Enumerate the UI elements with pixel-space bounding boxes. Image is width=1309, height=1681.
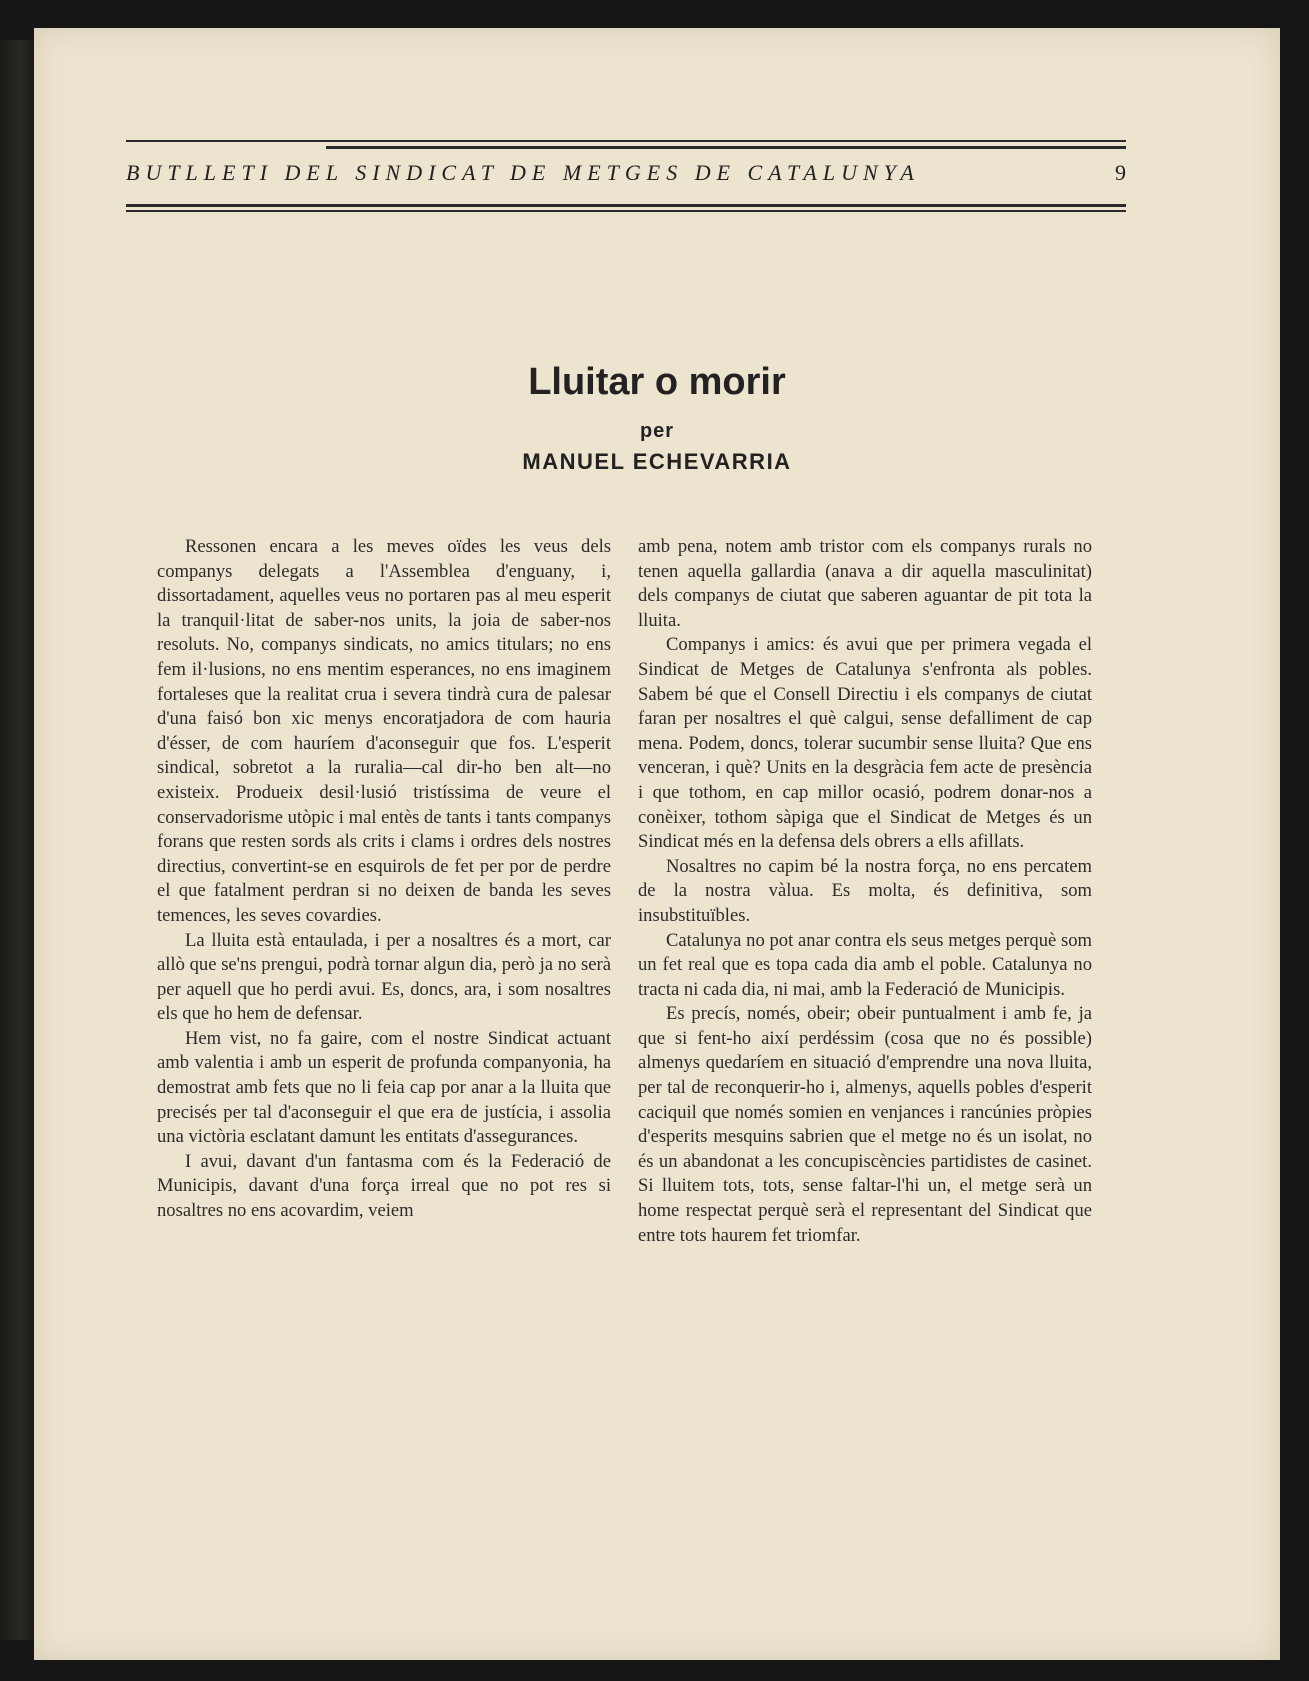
article-author: MANUEL ECHEVARRIA (522, 449, 792, 474)
paragraph: Companys i amics: és avui que per primera vegada el Sindicat de Metges de Catalunya s'enfronta als pobles. Sabem bé que el Consell Directiu i els companys de ciutat faran per nosaltres el què calgui, sense defalliment de cap mena. Podem, doncs, tolerar sucumbir sense lluita? Que ens venceran, i què? Units en la desgràcia fem acte de presència i que tothom, en cap millor ocasió, podrem donar-nos a conèixer, tothom sàpiga que el Sindicat de Metges és un Sindicat més en la defensa dels obrers a ells afillats. (638, 634, 1092, 853)
paragraph: Catalunya no pot anar contra els seus metges perquè som un fet real que es topa cada dia amb el poble. Catalunya no tracta ni cada dia, ni mai, amb la Federació de Municipis. (638, 929, 1092, 1000)
paragraph: Es precís, només, obeir; obeir puntualment i amb fe, ja que si fent-ho així perdéssim (cosa que no és possible) almenys quedaríem en situació d'emprendre una nova lluita, per tal de reconquerir-ho i, almenys, aquells pobles d'esperit caciquil que només somien en venjances i rancúnies pròpies d'esperits mesquins sabrien que el metge no és un isolat, no és un abandonat a les concupiscències partidistes de casinet. Si lluitem tots, tots, sense faltar-l'hi un, el metge serà un home respectat perquè serà el representant del Sindicat que entre tots haurem fet triomfar. (638, 1003, 1092, 1246)
header-rule-top-thick (326, 146, 1126, 149)
left-column (157, 535, 611, 1224)
paragraph: Hem vist, no fa gaire, com el nostre Sindicat actuant amb valentia i amb un esperit de profunda companyonia, ha demostrat amb fets que no li feia cap por anar a la lluita que precisés per tal d'aconseguir el que era de justícia, i assolia una victòria esclatant damunt les entitats d'assegurances. (157, 1027, 611, 1148)
header-rule-bottom-thick (126, 204, 1126, 207)
page (34, 28, 1280, 1660)
paragraph: Ressonen encara a les meves oïdes les veus dels companys delegats a l'Assemblea d'enguany, i, dissortadament, aquelles veus no portaren pas al meu esperit la tranquil·litat de saber-nos units, la joia de saber-nos resoluts. No, companys sindicats, no amics titulars; no ens fem il·lusions, no ens mentim esperances, no ens imaginem fortaleses que la realitat crua i severa tindrà cura de palesar d'una faisó bon xic menys encoratjadora de com hauria d'ésser, de com hauríem d'aconseguir que fos. L'esperit sindical, sobretot a la ruralia—cal dir-ho ben alt—no existeix. Produeix desil·lusió tristíssima de veure el conservadorisme utòpic i mal entès de tants i tants companys forans que resten sords als crits i clams i ordres dels nostres directius, convertint-se en esquirols de fet per por de perdre el que fatalment perdran si no deixen de banda les seves temences, les seves covardies. (157, 536, 611, 926)
article-title: Lluitar o morir (528, 361, 786, 403)
article-byline-label: per (639, 420, 675, 442)
paragraph: La lluita està entaulada, i per a nosaltres és a mort, car allò que se'ns prengui, podrà tornar algun dia, però ja no serà per aquell que ho perdi avui. Es, doncs, ara, i som nosaltres els que ho hem de defensar. (157, 929, 611, 1025)
paragraph: amb pena, notem amb tristor com els companys rurals no tenen aquella gallardia (anava a dir aquella masculinitat) dels companys de ciutat que saberen aguantar de pit tota la lluita. (638, 536, 1092, 631)
running-header (126, 140, 1126, 230)
paragraph: I avui, davant d'un fantasma com és la Federació de Municipis, davant d'una força irreal que no pot res si nosaltres no ens acovardim, veiem (157, 1150, 611, 1222)
paragraph: Nosaltres no capim bé la nostra força, no ens percatem de la nostra vàlua. Es molta, és definitiva, som insubstituïbles. (638, 855, 1092, 926)
journal-title: BUTLLETI DEL SINDICAT DE METGES DE CATALUNYA (126, 160, 920, 185)
header-rule-bottom (126, 210, 1126, 212)
page-number: 9 (1115, 160, 1126, 185)
right-column (638, 535, 1092, 1248)
header-rule-top (126, 140, 1126, 142)
